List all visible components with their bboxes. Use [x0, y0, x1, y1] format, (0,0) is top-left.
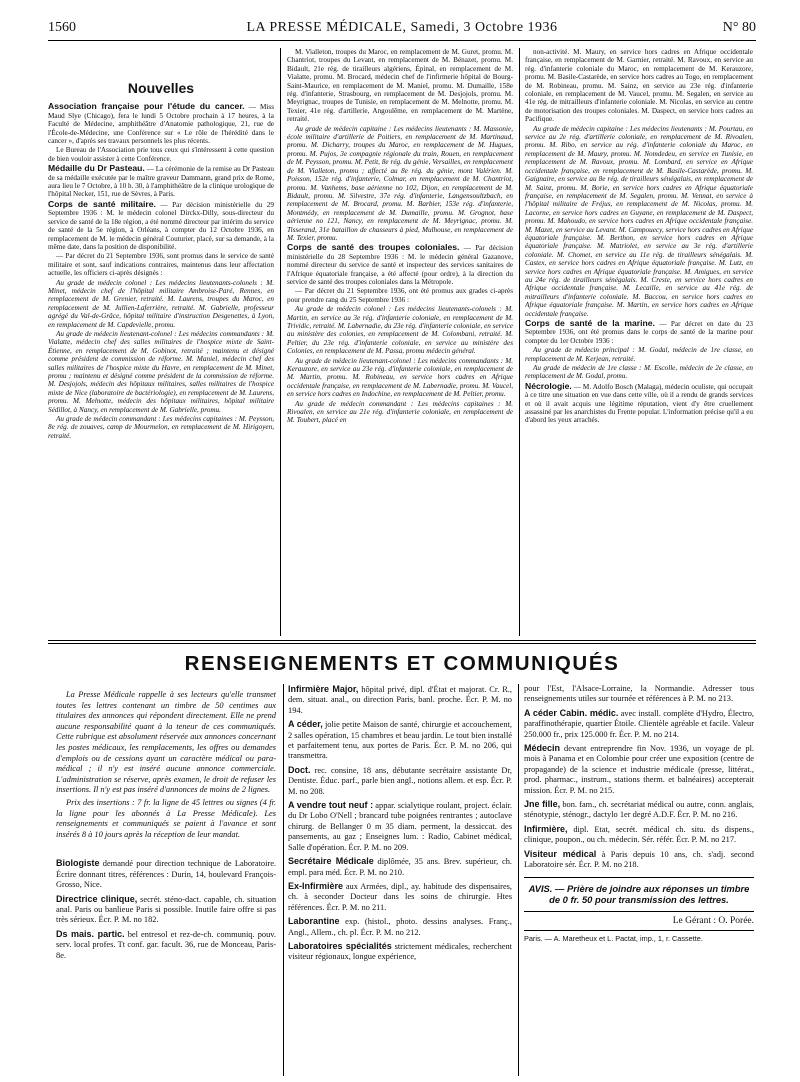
ad-keyword: Jne fille, [524, 799, 561, 810]
news-paragraph [48, 330, 274, 414]
news-paragraph [525, 346, 753, 363]
ad-text: dipl. Etat, secrét. médical ch. situ. ds dispens., clinique, poupon., ou ch. médecin. Sér. référ. Écr. P. M. no 217. [524, 824, 754, 845]
classified-ad [524, 799, 754, 821]
news-paragraph [48, 164, 274, 199]
news-heading: Corps de santé de la marine. [525, 318, 655, 328]
classified-ad [288, 941, 512, 963]
nouvelles-title: Nouvelles [127, 80, 195, 96]
news-paragraph [525, 364, 753, 381]
news-text: Au grade de médecin capitaine : Les médecins lieutenants : M. Pourtau, en service au 2e rég. d'artillerie coloniale, en remplacement de M. Rivoalen, promu. M. Ribo, en service au rég. d'infanterie coloniale du Maroc, en remplacement de M. Maury, promu. M. Nomdedeu, en service en Tunisie, en remplacement de M. Ravoux, promu. M. Lombard, en service en Afrique occidentale française, en remplacement de M. Basile-Castarède, promu. M. Gaignaire, en service au 8e rég. de tirailleurs sénégalais, en remplacement de M. Sainz, promu. M. Borie, en service hors cadres en Afrique équatoriale française, en remplacement de M. Segalen, promu. M. Vennat, en service à l'hôpital militaire de Fréjus, en remplacement de M. Nicolas, promu. M. Lacorne, en service hors cadres en Guyane, en remplacement de M. Daspect, promu. M. Mahoudo, en service hors cadres en Afrique occidentale française. M. Mazet, en service au Levant. M. Campouecy, service hors cadres en Afrique équatoriale française. M. Berthon, en service hors cadres en Afrique équatoriale française. M. Matriolet, en service au 3e rég. d'artillerie coloniale. M. Chomet, en service au 11e rég. de tirailleurs sénégalais. M. Castex, en service hors cadres en Afrique équatoriale française. M. Lutz, en service hors cadres en Afrique équatoriale française. M. Amigues, en service au 24e rég. de tirailleurs sénégalais. M. Creste, en service hors cadres en Afrique occidentale française. M. Lecaille, en service au 41e rég. de mitrailleurs d'infanterie coloniale. M. Baccou, en service hors cadres en Afrique équatoriale française. M. Martin, en service hors cadres en Afrique occidentale française. [525, 124, 753, 318]
journal-title: LA PRESSE MÉDICALE, Samedi, 3 Octobre 1936 [246, 20, 558, 35]
ad-text: pour l'Est, l'Alsace-Lorraine, la Normandie. Adresser tous renseignements utiles sur tournée et références à P. M. no 213. [524, 684, 754, 704]
ad-keyword: A céder, [288, 719, 323, 730]
news-heading: Nécrologie. [525, 380, 572, 391]
news-text: Au grade de médecin colonel : Les médecins lieutenants-colonels : M. Martin, en service au 3e rég. d'infanterie coloniale, en remplacement de M. Trividic, retraité. M. Labernadie, du 23e rég. d'infanterie coloniale, en service au ministère des colonies, en remplacement de M. Colombani, retraité. M. Peltier, du 23e rég. d'infanterie coloniale, en service au ministère des Colonies, en remplacement de M. Passa, promu médecin général. [287, 305, 513, 356]
ad-keyword: Médecin [524, 743, 561, 754]
news-paragraph [287, 400, 513, 425]
classified-ad [56, 894, 276, 926]
news-paragraph [525, 382, 753, 425]
issue-number: N° 80 [722, 20, 756, 35]
news-text: Au grade de médecin commandant : Les médecins capitaines : M. Rivoalen, en service au 21e rég. d'infanterie coloniale, en remplacement de M. Toubert, placé en [287, 399, 513, 425]
renseignements-column-3 [524, 684, 754, 1074]
news-heading: Corps de santé des troupes coloniales. [287, 242, 460, 253]
ad-keyword: Secrétaire Médicale [288, 856, 374, 867]
renseignements-title: RENSEIGNEMENTS ET COMMUNIQUÉS [184, 652, 620, 675]
classified-ad [56, 929, 276, 961]
ad-text: diplômée, 35 ans. Brev. supérieur, ch. empl. para méd. Écr. P. M. no 210. [288, 857, 512, 877]
section-rule [48, 643, 756, 644]
news-text: Au grade de médecin lieutenant-colonel : Les médecins commandants : M. Vialatte, médecin chef des salles militaires de l'hospice mixte de Saint-Étienne, en remplacement de M. Gobinot, retraité ; maintenu et désigné comme président de commission de réforme. M. Maniel, médecin chef des salles militaires de l'hospice mixte du Havre, en remplacement de M. Minet, promu ; maintenu et désigné comme président de la commission de réforme. M. Desjojols, médecin des hôpitaux militaires, salles militaires de l'hospice mixte de Nice (laboratoire de bactériologie), en remplacement de M. Laurens, promu. M. Melnotte, médecin des hôpitaux militaires, hôpital militaire Sédillot, à Nancy, en remplacement de M. Gabrielle, promu. [48, 329, 274, 414]
avis-rule [524, 877, 754, 878]
intro-paragraph: Prix des insertions : 7 fr. la ligne de 45 lettres ou signes (4 fr. la ligne pour les abonnés à La Presse Médicale). Les renseignements et communiqués se paient à l'avance et sont insérés 8 à 10 jours après la réception de leur mandat. [56, 797, 276, 839]
ad-keyword: A céder Cabin. médic. [524, 707, 619, 718]
ad-text: secrét. sténo-dact. capable, ch. situation anal. Paris ou banlieue Paris si possible. Inutile faire offre si pas très sérieux. Écr. P. M. no 182. [56, 894, 276, 925]
news-text: — Miss Maud Slye (Chicago), fera le lundi 5 Octobre prochain à 17 heures, à la Faculté de Médecine, amphithéâtre d'Anatomie pathologique, 21, rue de l'École-de-Médecine, une Conférence sur « Le rôle de l'hérédité dans le cancer », d'après ses travaux personnels les plus récents. [48, 103, 274, 146]
news-text: — Par décision ministérielle du 28 Septembre 1936 : M. le médecin général Gazanove, nommé directeur du service de santé et inspecteur des services sanitaires de l'Afrique équatoriale française, a été affecté (pour ordre), à la direction du service de santé des troupes coloniales dans la Métropole. [287, 244, 513, 286]
column-divider [283, 684, 284, 1076]
section-rule [48, 640, 756, 641]
ad-text: à Paris depuis 10 ans, ch. s'adj. second Laboratoire sér. Écr. P. M. no 218. [524, 849, 754, 870]
classified-ad [524, 708, 754, 740]
classified-ad [524, 743, 754, 796]
classified-ad [288, 881, 512, 913]
ad-keyword: A vendre tout neuf : [288, 800, 374, 811]
classified-ad [524, 824, 754, 846]
news-paragraph [48, 279, 274, 329]
renseignements-column-2 [288, 684, 512, 1070]
ad-keyword: Laborantine [288, 916, 340, 927]
news-heading: Médaille du Dr Pasteau. [48, 163, 145, 174]
ad-text: appar. scialytique roulant, project. éclair. du Dr Lobo O'Nell ; brancard tube poignées rentrantes ; autoclave chirurg. de Bellanger 0 m 35 diam. perment, la dessiccat. des pansements, au gaz ; Enseignes lum. : Radio, Cabinet médical, Salle d'opération. Écr. P. M. no 209. [288, 801, 512, 852]
news-heading: Association française pour l'étude du cancer. [48, 101, 245, 112]
news-paragraph [287, 287, 513, 304]
news-text: — Par décret du 21 Septembre 1936, ont été promus aux grades ci-après pour prendre rang du 25 Septembre 1936 : [287, 287, 513, 304]
news-paragraph [287, 125, 513, 243]
ad-keyword: Infirmière Major, [288, 684, 359, 694]
news-paragraph [48, 102, 274, 145]
ad-keyword: Biologiste [56, 858, 100, 869]
intro-notice [56, 690, 276, 840]
news-text: Au grade de médecin lieutenant-colonel : Les médecins commandants : M. Kerauzore, en service au 23e rég. d'infanterie coloniale, en remplacement de M. Martin, promu. M. Robineau, en service hors cadres en Afrique occidentale française, en remplacement de M. Labernadie, promu. M. Vaucel, en service hors cadres en Indochine, en remplacement de M. Peltier, promu. [287, 356, 513, 399]
news-paragraph [48, 252, 274, 277]
news-text: Le Bureau de l'Association prie tous ceux qui s'intéressent à cette question de bien vouloir assister à cette Conférence. [48, 146, 274, 163]
nouvelles-column-3 [525, 48, 753, 633]
column-divider [280, 48, 281, 636]
news-text: Au grade de médecin de 1re classe : M. Escolle, médecin de 2e classe, en remplacement de M. Godal, promu. [525, 364, 753, 381]
classified-ad [288, 800, 512, 853]
classified-ad [288, 684, 512, 716]
column-divider [518, 684, 519, 1076]
ad-keyword: Ds mais. partic. [56, 928, 125, 939]
news-paragraph [287, 243, 513, 286]
news-text: — M. Adolfo Bosch (Malaga), médecin oculiste, qui occupait à ce titre une situation en vue dans cette ville, où il a rendu de grands services et où il avait acquis une légitime réputation, vient d'y être cruellement assassiné par les anarchistes du Frente popular. L'information précise qu'il a eu d'abord les yeux arrachés. [525, 382, 753, 425]
avis-rule [524, 911, 754, 912]
classified-ad [524, 849, 754, 871]
news-text: non-activité. M. Maury, en service hors cadres en Afrique occidentale française, en remplacement de M. Garnier, retraité. M. Ravoux, en service au rég. d'infanterie coloniale du Maroc, en remplacement de M. Kerauzore, promu. M. Basile-Castarède, en service hors cadres au Togo, en remplacement de M. Robineau, promu. M. Sainz, en service au 23e rég. d'infanterie coloniale, en remplacement de M. Vaucel, promu. M. Segalen, en service au 41e rég. de mitrailleurs d'infanterie coloniale. M. Nicolas, en service au centre de motorisation des troupes coloniales. M. Daspect, en service hors cadres au Pacifique. [525, 48, 753, 124]
news-paragraph [48, 146, 274, 163]
classified-ad [524, 684, 754, 705]
renseignements-column-1 [56, 690, 276, 1070]
ads-list [524, 684, 754, 871]
ad-keyword: Visiteur médical [524, 848, 597, 859]
news-paragraph [525, 319, 753, 345]
ad-text: hôpital privé, dipl. d'État et majorat. Cr. R., dem. situat. anal., ou direction Paris, banl. proche. Écr. P. M. no 194. [288, 685, 512, 715]
ad-keyword: Directrice clinique, [56, 893, 138, 904]
news-text: — La cérémonie de la remise au Dr Pasteau de sa médaille exécutée par le maître graveur Dammann, grand prix de Rome, aura lieu le 7 Octobre, à 10 h. 30, à l'amphithéâtre de la clinique urologique de l'hôpital Necker, 151, rue de Sèvres, à Paris. [48, 165, 274, 199]
avis-notice: AVIS. — Prière de joindre aux réponses un timbre de 0 fr. 50 pour transmission des lettres. [528, 882, 750, 905]
ad-text: exp. (histol., photo. dessins analyses. Franç., Angl., Allem., ch. pl. Écr. P. M. no 212. [288, 917, 512, 937]
ad-text: bel entresol et rez-de-ch. communiq. pouv. serv. local profes. Tt conf. gar. facult. 36, rue de Monceau, Paris-8e. [56, 929, 276, 960]
news-paragraph [287, 305, 513, 355]
news-text: — Par décision ministérielle du 29 Septembre 1936 : M. le médecin colonel Dirckx-Dilly, sous-directeur du service de santé de la 18e région, a été nommé directeur par intérim du service de santé de la 5e région, à Orléans, à compter du 12 Octobre 1936, en remplacement de M. le médecin général Couturier, placé, sur sa demande, à la même date, dans la position de disponibilité. [48, 200, 274, 251]
news-paragraph [525, 125, 753, 318]
ad-keyword: Infirmière, [524, 823, 568, 834]
news-paragraph [287, 357, 513, 399]
nouvelles-column-1 [48, 80, 274, 633]
ad-text: demandé pour direction technique de Laboratoire. Écrire donnant titres, références : Durin, 14, boulevard François-Grosso, Nice. [56, 859, 276, 890]
classified-ad [288, 719, 512, 762]
gerant-line: Le Gérant : O. Porée. [672, 915, 754, 926]
classified-ad [288, 765, 512, 797]
news-text: — Par décret en date du 23 Septembre 1936, ont été promus dans le corps de santé de la marine pour compter du 1er Octobre 1936 : [525, 320, 753, 345]
news-paragraph [287, 48, 513, 124]
page-header [48, 14, 756, 42]
classified-ad [288, 916, 512, 938]
header-rule [48, 40, 756, 41]
news-text: Au grade de médecin capitaine : Les médecins lieutenants : M. Massonie, école militaire d'artillerie de Poitiers, en remplacement de M. Martinaud, promu. M. Dicharry, troupes du Maroc, en remplacement de M. Hugues, promu. M. Pujos, 3e compagnie régionale du train, Rouen, en remplacement de M. Peysson, promu. M. Petit, 8e rég. du génie, Versailles, en remplacement de M. Vialleton, promu ; affecté au 8e rég. du génie, mont Valérien. M. Poisson, 152e rég. d'infanterie, Colmar, en remplacement de M. Chantriot, promu. M. Vanhems, base aérienne no 102, Dijon, en remplacement de M. Bidault, promu. M. Silvestre, 37e rég. d'infanterie, Langensoultzbach, en remplacement de M. Brocard, promu. M. Barbier, 153e rég. d'infanterie, Montmédy, en remplacement de M. Dumaille, promu. M. Grognot, base aérienne no 121, Nancy, en remplacement de M. Meyrignac, promu. M. Tisserand, 31e bataillon de chasseurs à pied, Mulhouse, en remplacement de M. Texier, promu. [287, 124, 513, 242]
nouvelles-column-2 [287, 48, 513, 633]
ad-text: strictement médicales, recherchent visiteur régionaux, longue expérience, [288, 941, 512, 962]
classified-ad [288, 856, 512, 878]
printer-line: Paris. — A. Maretheux et L. Pactat, imp., 1, r. Cassette. [524, 933, 703, 943]
page-number: 1560 [48, 20, 76, 35]
news-paragraph [48, 200, 274, 251]
printer-rule [524, 930, 754, 931]
news-text: Au grade de médecin commandant : Les médecins capitaines : M. Peysson, 8e rég. de zouaves, camp de Mourmelon, en remplacement de M. Hirigoyen, retraité. [48, 415, 274, 440]
news-text: Au grade de médecin principal : M. Godal, médecin de 1re classe, en remplacement de M. Kerjean, retraité. [525, 346, 753, 363]
ad-text: avec install. complète d'Hydro, Électro, paraffinothérapie, quartier Étoile. Clientèle agréable et facile. Valeur 250.000 fr., prix 125.000 fr. Écr. P. M. no 214. [524, 708, 754, 739]
ad-text: jolie petite Maison de santé, chirurgie et accouchement, 2 salles opération, 15 chambres et beau jardin. Le tout bien installé et parfaitement tenu, aux portes de Paris. Écr. P. M. no 206, qui transmettra. [288, 720, 512, 761]
column-divider [519, 48, 520, 636]
intro-paragraph: La Presse Médicale rappelle à ses lecteurs qu'elle transmet toutes les lettres contenant un timbre de 50 centimes aux titulaires des annonces qui répondent directement. Elle ne prend aucune responsabilité quant à la teneur de ces communiqués. Cette rubrique est absolument réservée aux annonces concernant les postes médicaux, les remplacements, les offres ou demandes d'emplois ou de cessions ayant un caractère médical ou para-médical ; il n'y est inséré aucune annonce commerciale. L'administration se réserve, après examen, le droit de refuser les insertions. Il n'y est pas inséré d'annonces de moins de 2 lignes. [56, 690, 276, 795]
news-text: — Par décret du 21 Septembre 1936, sont promus dans le service de santé militaire et sont, sauf indications contraires, maintenus dans leur affectation actuelle, les officiers ci-après désignés : [48, 252, 274, 278]
ads-list [56, 858, 276, 961]
news-heading: Corps de santé militaire. [48, 198, 156, 209]
news-text: Au grade de médecin colonel : Les médecins lieutenants-colonels : M. Minet, médecin chef de l'hôpital militaire Ambroise-Paré, Rennes, en remplacement de M. Grenier, retraité. M. Laurens, troupes du Maroc, en remplacement de M. Jullien-Laferrière, retraité. M. Gabrielle, professeur agrégé du Val-de-Grâce, hôpital militaire d'instruction Desgenettes, à Lyon, en remplacement de M. Capdevielle, promu. [48, 278, 274, 329]
ad-keyword: Ex-Infirmière [288, 880, 344, 891]
ad-text: bon. fam., ch. secrétariat médical ou autre, conn. anglais, sténotypie, sténogr., dactylo 1er degré A.D.F. Écr. P. M. no 216. [524, 800, 754, 820]
news-paragraph [525, 48, 753, 124]
news-text: M. Vialleton, troupes du Maroc, en remplacement de M. Guret, promu. M. Chantriot, troupes du Levant, en remplacement de M. Bénazet, promu. M. Bidault, 21e rég. de tirailleurs algériens, Épinal, en remplacement de M. Vialatte, promu. M. Brocard, médecin chef de l'infirmerie hôpital de Bourg-Saint-Maurice, en remplacement de M. Maniel, promu. M. Dumaille, 158e rég. d'infanterie, Strasbourg, en remplacement de M. Desjojols, promu. M. Meyrignac, troupes de Tunisie, en remplacement de M. Melnotte, promu. M. Texier, 41e rég. d'artillerie, Angoulême, en remplacement de M. Martène, retraité. [287, 48, 513, 124]
ad-text: rec. consine, 18 ans, débutante secrétaire assistante Dr, Dentiste. Éduc. parf., parle bien angl., notions allem. et esp. Écr. P. M. no 208. [288, 765, 512, 796]
ad-text: aux Armées, dipl., ay. habitude des dispensaires, ch. à seconder Docteur dans les soins de chirurgie. Htes références. Écr. P. M. no 211. [288, 881, 512, 912]
news-paragraph [48, 415, 274, 440]
ad-text: devant entreprendre fin Nov. 1936, un voyage de pl. mois à Panama et en Colombie pour créer une exposition (centre de propagande) de la science et industrie médicale (presse, littérat., prod. pharmac., instrum., stations therm. et balnéaires) accepterait mission. Écr. P. M. no 215. [524, 744, 754, 795]
classified-ad [56, 858, 276, 890]
ad-keyword: Laboratoires spécialités [288, 940, 392, 951]
ad-keyword: Doct. [288, 764, 311, 775]
